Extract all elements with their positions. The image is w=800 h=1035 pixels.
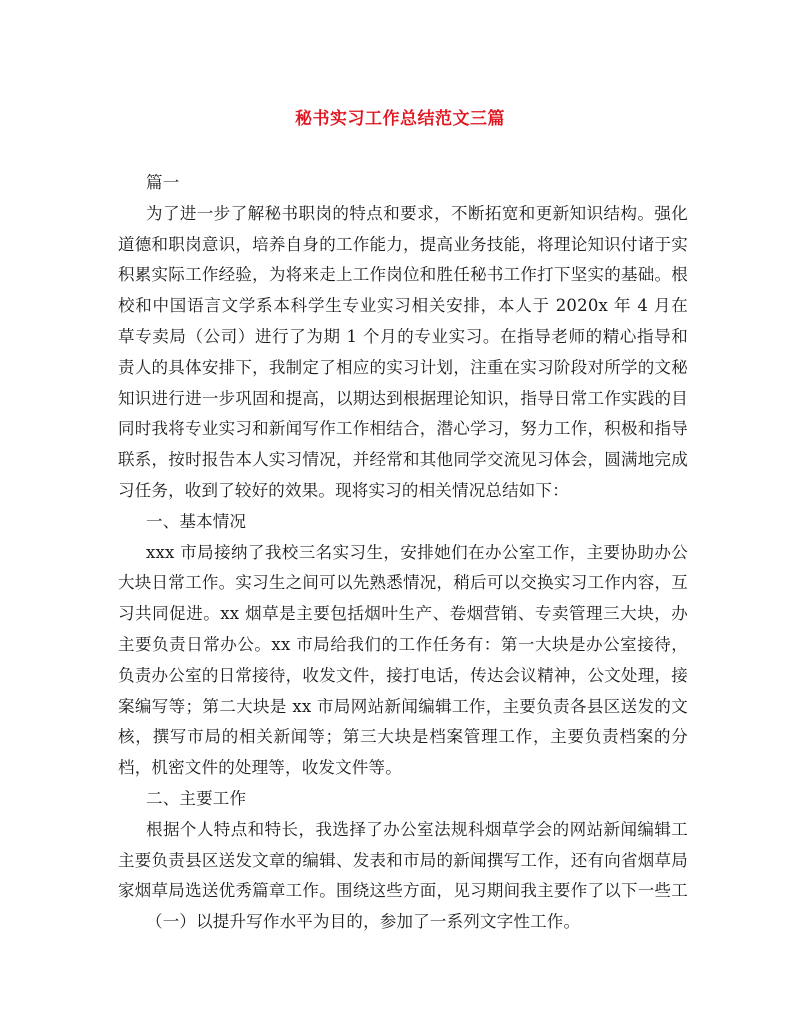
text-line: 为了进一步了解秘书职岗的特点和要求，不断拓宽和更新知识结构。强化: [146, 203, 688, 223]
text-line: 联系，按时报告本人实习情况，并经常和其他同学交流见习体会，圆满地完成: [118, 450, 688, 470]
text-line: 二、主要工作: [146, 788, 247, 808]
text-line: xxx 市局接纳了我校三名实习生，安排她们在办公室工作，主要协助办公: [146, 542, 688, 562]
text-line: 习共同促进。xx 烟草是主要包括烟叶生产、卷烟营销、专卖管理三大块，办: [118, 604, 688, 624]
text-line: 大块日常工作。实习生之间可以先熟悉情况，稍后可以交换实习工作内容，互: [118, 573, 688, 593]
text-line: 篇一: [146, 173, 180, 192]
text-line: 校和中国语言文学系本科学生专业实习相关安排，本人于 2020x 年 4 月在: [118, 296, 688, 316]
text-line: 积累实际工作经验，为将来走上工作岗位和胜任秘书工作打下坚实的基础。根: [118, 265, 688, 285]
text-line: 主要负责日常办公。xx 市局给我们的工作任务有：第一大块是办公室接待，: [118, 634, 688, 654]
text-line: 同时我将专业实习和新闻写作工作相结合，潜心学习，努力工作，积极和指导: [118, 419, 688, 439]
document-body: [118, 168, 688, 938]
text-line: 档，机密文件的处理等，收发文件等。: [118, 758, 402, 778]
text-line: 主要负责县区送发文章的编辑、发表和市局的新闻撰写工作，还有向省烟草局: [118, 850, 688, 870]
text-line: 核，撰写市局的相关新闻等；第三大块是档案管理工作，主要负责档案的分: [118, 727, 688, 747]
text-line: 责人的具体安排下，我制定了相应的实习计划，注重在实习阶段对所学的文秘: [118, 357, 688, 377]
text-line: 一、基本情况: [146, 511, 247, 531]
text-line: 习任务，收到了较好的效果。现将实习的相关情况总结如下：: [118, 480, 569, 500]
text-line: （一）以提升写作水平为目的，参加了一系列文字性工作。: [146, 912, 581, 932]
text-line: 案编写等；第二大块是 xx 市局网站新闻编辑工作，主要负责各县区送发的文: [118, 696, 688, 716]
text-line: 知识进行进一步巩固和提高，以期达到根据理论知识，指导日常工作实践的目: [118, 388, 688, 408]
text-line: 负责办公室的日常接待，收发文件，接打电话，传达会议精神，公文处理，接: [118, 665, 688, 685]
document-title: 秘书实习工作总结范文三篇: [295, 109, 505, 129]
text-line: 道德和职岗意识，培养自身的工作能力，提高业务技能，将理论知识付诸于实: [118, 234, 688, 254]
text-line: 根据个人特点和特长，我选择了办公室法规科烟草学会的网站新闻编辑工: [146, 819, 688, 839]
text-line: 家烟草局选送优秀篇章工作。围绕这些方面，见习期间我主要作了以下一些工: [118, 881, 688, 901]
text-line: 草专卖局（公司）进行了为期 1 个月的专业实习。在指导老师的精心指导和: [118, 326, 688, 346]
